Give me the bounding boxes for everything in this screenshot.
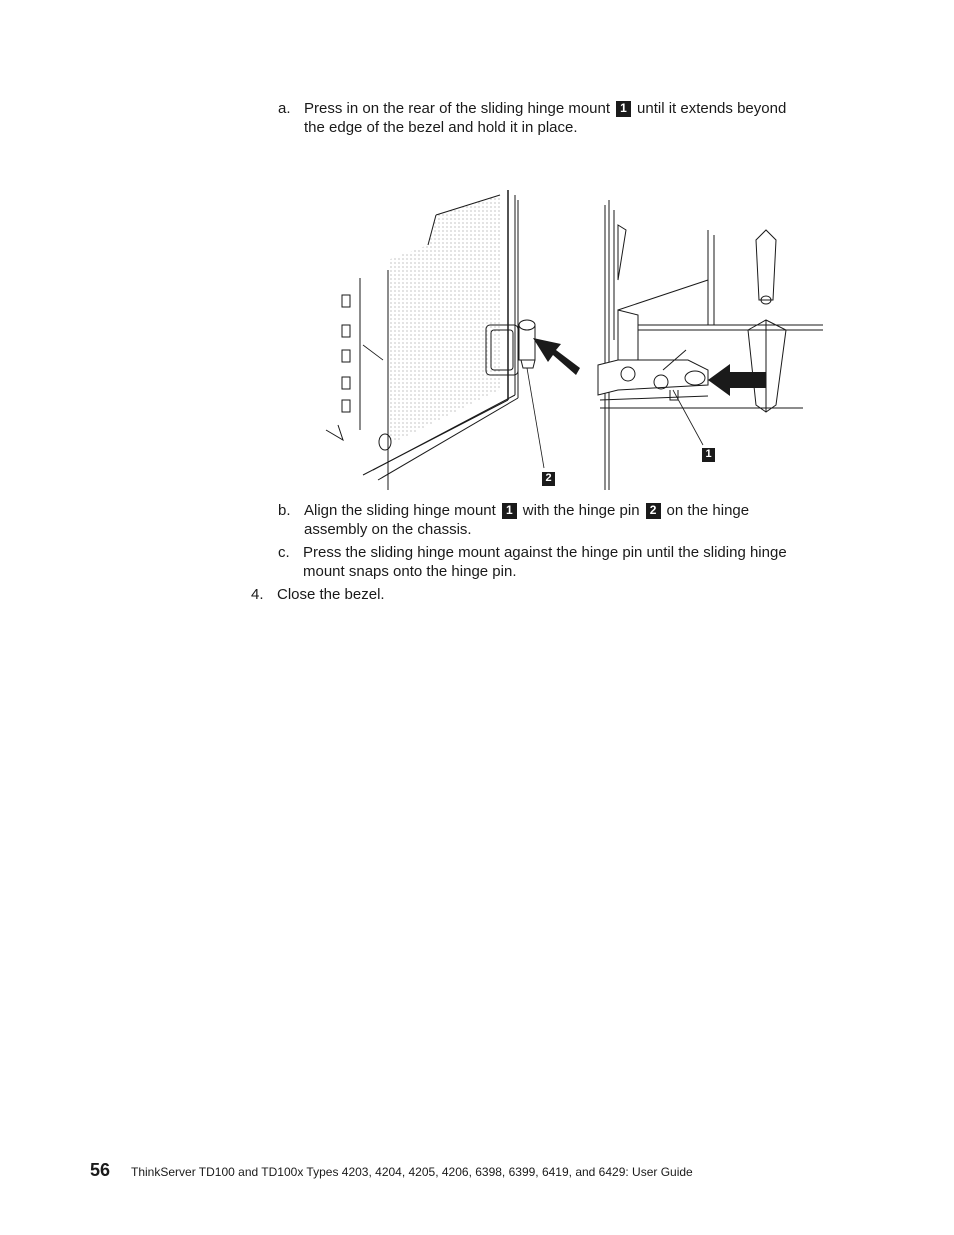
step-text: until it extends beyond — [637, 100, 787, 117]
step-c — [278, 543, 838, 583]
step-text-line2: mount snaps onto the hinge pin. — [303, 563, 517, 580]
step-text-line1: Press the sliding hinge mount against the hinge pin until the sliding hinge — [303, 544, 787, 561]
step-text-line1 — [304, 501, 749, 520]
step-marker: 4. — [251, 586, 264, 603]
step-text: Press in on the rear of the sliding hinge mount — [304, 100, 611, 117]
step-marker: b. — [278, 502, 291, 519]
step-text-line2: the edge of the bezel and hold it in place. — [304, 119, 578, 136]
step-a — [278, 99, 838, 139]
step-4 — [251, 585, 551, 605]
callout-1: 1 — [502, 503, 517, 519]
step-marker: a. — [278, 100, 291, 117]
hinge-diagram — [318, 190, 823, 490]
hinge-illustration — [318, 190, 823, 490]
callout-2: 2 — [542, 472, 555, 486]
step-text-line1 — [304, 99, 786, 118]
step-text: Align the sliding hinge mount — [304, 502, 496, 519]
step-text: on the hinge — [666, 502, 750, 519]
step-marker: c. — [278, 544, 290, 561]
step-text-line2: assembly on the chassis. — [304, 521, 472, 538]
document-title: ThinkServer TD100 and TD100x Types 4203, 4204, 4205, 4206, 6398, 6399, 6419, and 6429: User Guide — [131, 1165, 693, 1179]
step-text: Close the bezel. — [277, 586, 385, 603]
callout-1: 1 — [616, 101, 631, 117]
page-number: 56 — [90, 1160, 111, 1180]
step-text: with the hinge pin — [522, 502, 640, 519]
callout-1: 1 — [702, 448, 715, 462]
callout-2: 2 — [646, 503, 661, 519]
step-b — [278, 501, 838, 541]
